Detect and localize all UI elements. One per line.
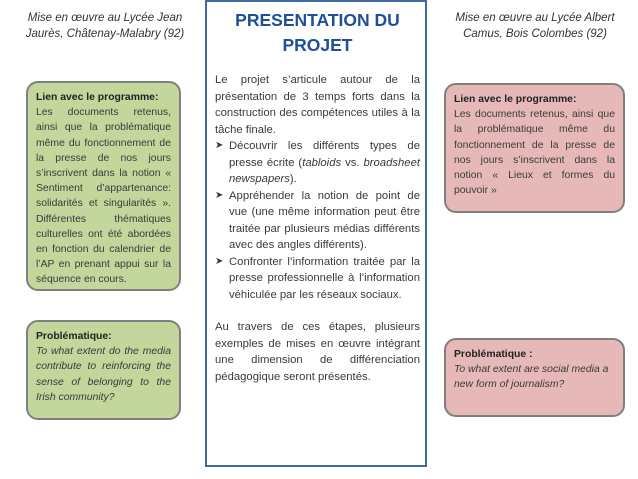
left-programme-box xyxy=(26,81,181,291)
project-step xyxy=(215,188,420,254)
right-school-title: Mise en œuvre au Lycée Albert Camus, Bois Colombes (92) xyxy=(455,12,615,40)
left-programme-heading: Lien avec le programme: xyxy=(36,92,159,103)
project-step xyxy=(215,138,420,188)
right-programme-text: Les documents retenus, ainsi que la problématique même du fonctionnement de la presse de nos jours s’inscrivent dans la notion « Lieux et formes du pouvoir » xyxy=(454,109,615,197)
arrow-bullet-icon: ➤ xyxy=(215,255,224,267)
left-school-title: Mise en œuvre au Lycée Jean Jaurès, Châtenay-Malabry (92) xyxy=(25,12,185,40)
arrow-bullet-icon: ➤ xyxy=(215,140,224,151)
step-text: Découvrir les différents types de presse écrite ( xyxy=(229,140,420,169)
project-conclusion: Au travers de ces étapes, plusieurs exemples de mises en œuvre intégrant une dimension de différenciation pédagogique seront présentés. xyxy=(215,321,420,383)
right-programme-heading: Lien avec le programme: xyxy=(454,94,577,105)
project-steps-list xyxy=(215,138,420,303)
left-problematique-box xyxy=(26,320,181,420)
right-problematique-text: To what extent are social media a new form of journalism? xyxy=(454,364,609,391)
right-problematique-box xyxy=(444,338,625,417)
project-presentation-panel xyxy=(205,0,427,467)
step-text: Appréhender la notion de point de vue (une même information peut être traitée par plusieurs médias différents avec des angles différents). xyxy=(229,189,420,251)
project-step xyxy=(215,254,420,304)
step-italic-term: tabloids xyxy=(302,156,342,169)
arrow-bullet-icon: ➤ xyxy=(215,189,224,201)
step-text: Confronter l’information traitée par la presse professionnelle à l’information véhiculée par les réseaux sociaux. xyxy=(229,255,420,301)
step-text: vs. xyxy=(341,156,364,169)
project-intro: Le projet s’articule autour de la présentation de 3 temps forts dans la construction des compétences utiles à la tâche finale. xyxy=(215,74,420,136)
step-text: ). xyxy=(289,173,297,185)
right-problematique-heading: Problématique : xyxy=(454,349,533,360)
left-problematique-text: To what extent do the media contribute to reinforcing the sense of belonging to the Irish community? xyxy=(36,346,171,403)
left-problematique-heading: Problématique: xyxy=(36,331,112,342)
project-title: PRESENTATION DU PROJET xyxy=(235,10,400,55)
left-programme-text: Les documents retenus, ainsi que la problématique même du fonctionnement de la presse de nos jours s’inscrivent dans la notion « Sentiment d’appartenance: solidarités et singularités ». Différentes thématiques culturelles ont été abordées en fonction du calendrier de l’AP en prenant appui sur la séquence en cours. xyxy=(36,107,171,286)
right-programme-box xyxy=(444,83,625,213)
step-italic-term: broadsheet newspapers xyxy=(229,156,420,185)
